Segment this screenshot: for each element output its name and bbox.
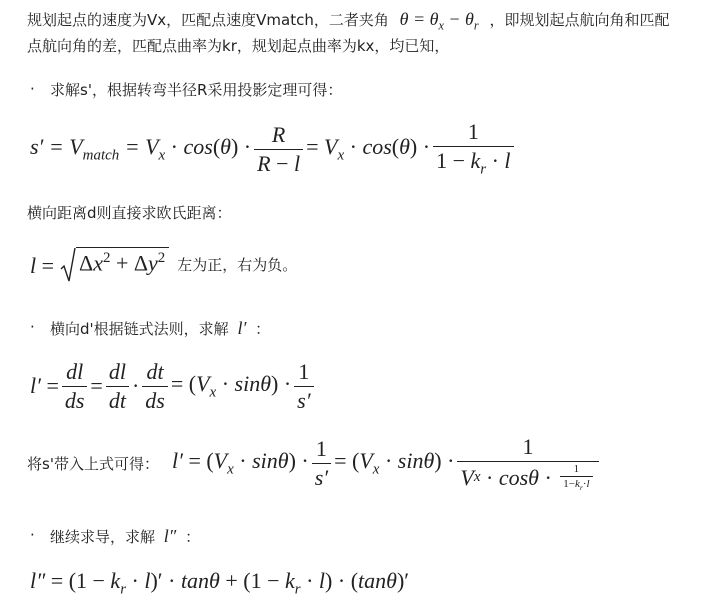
equation-l-double-prime: $l'' = (1 - k_r \cdot l)' \cdot \tan\theta + (1 - k_r \cdot l) \cdot (\tan\theta)'$	[30, 567, 410, 598]
theta-sub-x: x	[438, 18, 444, 33]
intro-line-2: 点航向角的差，匹配点曲率为kr，规划起点曲率为kx，均已知，	[27, 37, 450, 55]
step-3-var: l′	[237, 318, 247, 338]
step-5-text	[50, 523, 200, 551]
fraction-r-over-r-minus-l: $\frac{R}{R - l}$	[254, 122, 303, 177]
theta-formula	[399, 9, 479, 33]
intro-text-post: ，即规划起点航向角和匹配	[489, 11, 670, 29]
step-4-text: 将s'带入上式可得：	[27, 455, 159, 473]
step-5-label: 继续求导，求解	[50, 528, 156, 546]
fraction-one-over-one-minus-krl: $\frac{1}{1 - k_r \cdot l}$	[433, 119, 513, 178]
theta-minus: − θ	[443, 9, 474, 29]
fraction-nested: 1 V x · cosθ · $\frac{1}{1-k_r\cdot l}$	[457, 434, 598, 492]
theta-eq: θ = θ	[399, 9, 439, 29]
step-5-var: l″	[163, 526, 177, 546]
step-3-label: 横向d'根据链式法则，求解	[50, 320, 229, 338]
intro-text: 规划起点的速度为Vx，匹配点速度Vmatch，二者夹角	[27, 11, 389, 29]
step-2-text: 横向距离d则直接求欧氏距离：	[27, 204, 232, 222]
step-1-text: 求解s'，根据转弯半径R采用投影定理可得：	[50, 81, 343, 99]
theta-sub-r: r	[473, 18, 479, 33]
step-3-text	[50, 315, 270, 343]
equation-l-sqrt: l = $\Delta x^2 + \Delta y^2$ 左为正，右为负。	[30, 246, 297, 286]
bullet-5: ·	[30, 526, 35, 544]
equation-s-prime: $s' = V_{match} = V_x \cdot \cos(\theta)$ · $\frac{R}{R - l}$ = $V_x \cdot \cos(\theta)$ · $\frac{1}{1 - k_r \cdot l}$	[30, 124, 517, 174]
bullet-3: ·	[30, 318, 35, 336]
equation-l-prime-substituted: $l' = (V_x \cdot \sin\theta)$ · $\frac{1}{s'}$ = $(V_x \cdot \sin\theta)$ · 1 V x · cosθ · $\frac{1}{1-k_r\cdot l}$	[172, 430, 602, 496]
step-2-sign-note: 左为正，右为负。	[177, 257, 298, 274]
radical-sign-icon	[60, 247, 76, 285]
bullet-1: ·	[30, 80, 35, 98]
step-5-colon: ：	[185, 528, 201, 546]
equation-l-prime-chain: l′ = $\frac{dl}{ds}$ = $\frac{dl}{dt}$ · $\frac{dt}{ds}$ = $(V_x \cdot \sin\theta)$ · $\frac{1}{s'}$	[30, 360, 317, 412]
sqrt-expression: $\Delta x^2 + \Delta y^2$	[60, 247, 169, 285]
step-3-colon: ：	[255, 320, 271, 338]
